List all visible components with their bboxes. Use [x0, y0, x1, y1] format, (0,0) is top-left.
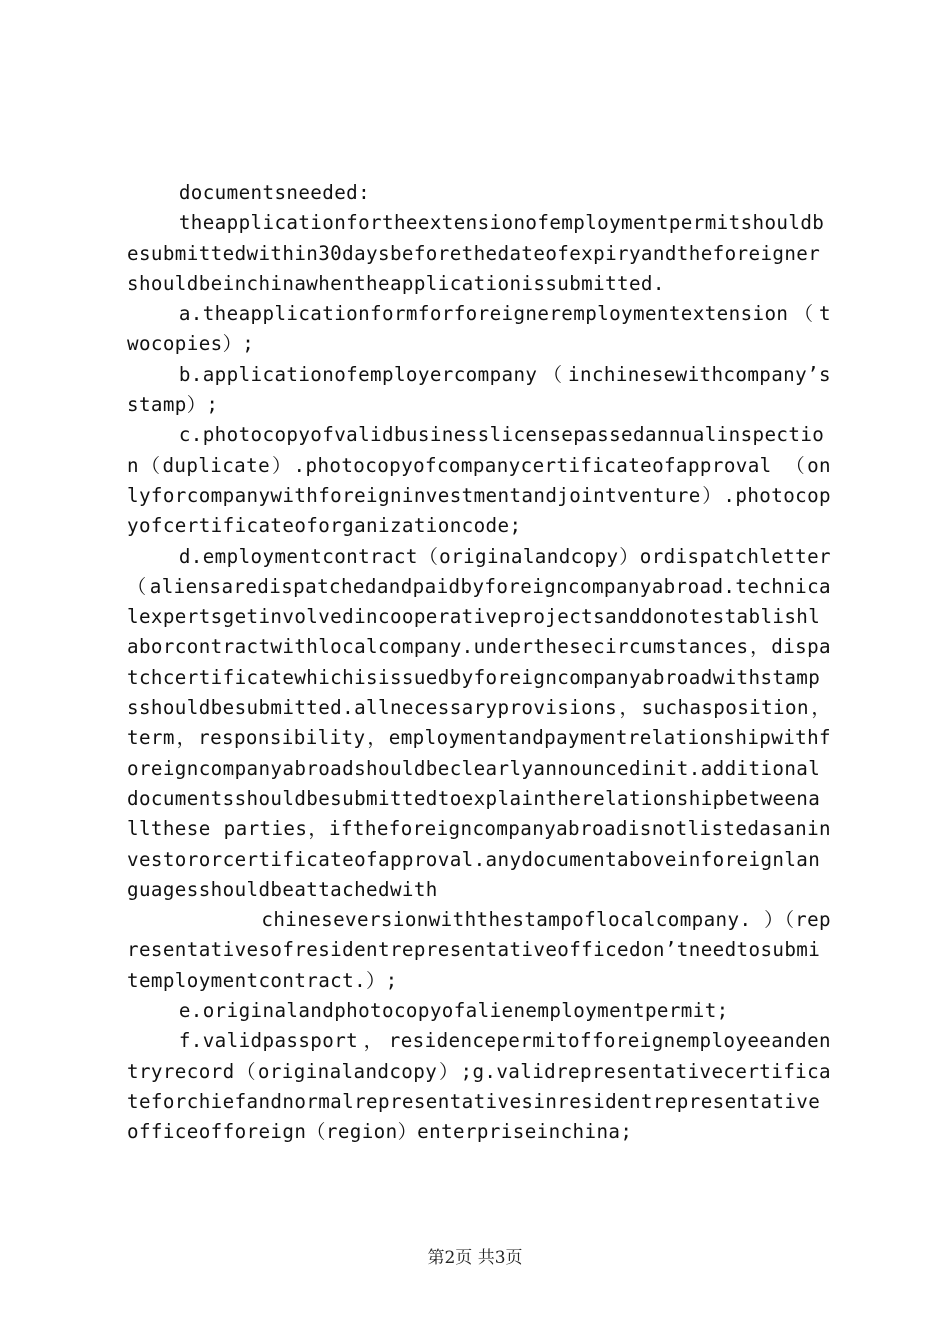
- list-item-d: d.employmentcontract（originalandcopy）ordispatchletter（aliensaredispatchedandpaidbyforeigncompanyabroad.technicalexpertsgetinvolvedincooperativeprojectsanddonotestablishlaborcontractwithlocalcompany.underthesecircumstances，dispatchcertificatewhichisissuedbyforeigncompanyabroadwithstampsshouldbesubmitted.allnecessaryprovisions，suchasposition，term，responsibility，employmentandpaymentrelationshipwithforeigncompanyabroadshouldbeclearlyannouncedinit.additionaldocumentsshouldbesubmittedtoexplaintherelationshipbetweenallthese parties，iftheforeigncompanyabroadisnotlistedasaninvestororcertificateofapproval.anydocumentaboveinforeignlanguagesshouldbeattachedwith: [127, 544, 831, 901]
- list-item-f-g: f.validpassport，residencepermitofforeignemployeeandentryrecord（originalandcopy）;g.validrepresentativecertificateforchiefandnormalrepresentativesinresidentrepresentativeofficeofforeign（region）enterpriseinchina;: [127, 1029, 831, 1144]
- list-item-d-continued: chineseversionwiththestampoflocalcompany. ）（representativesofresidentrepresentativeofficedon’tneedtosubmitemploymentcontract.）;: [127, 908, 831, 992]
- list-item-e: e.originalandphotocopyofalienemploymentpermit;: [178, 999, 729, 1023]
- page-number-footer: 第2页 共3页: [427, 1248, 523, 1268]
- list-item-a: a.theapplicationformforforeigneremploymentextension（twocopies）;: [127, 302, 831, 356]
- paragraph-extension-intro: theapplicationfortheextensionofemploymentpermitshouldbesubmittedwithin30daysbeforethedateofexpiryandtheforeignershouldbeinchinawhentheapplicationissubmitted.: [127, 211, 825, 295]
- document-body: [127, 178, 831, 1148]
- heading-documents-needed: documentsneeded:: [178, 181, 371, 204]
- list-item-c: c.photocopyofvalidbusinesslicensepassedannualinspection（duplicate）.photocopyofcompanycertificateofapproval （onlyforcompanywithforeigninvestmentandjointventure）.photocopyofcertificateoforganizationcode;: [127, 423, 831, 538]
- list-item-b: b.applicationofemployercompany（inchinesewithcompany’sstamp）;: [127, 362, 831, 417]
